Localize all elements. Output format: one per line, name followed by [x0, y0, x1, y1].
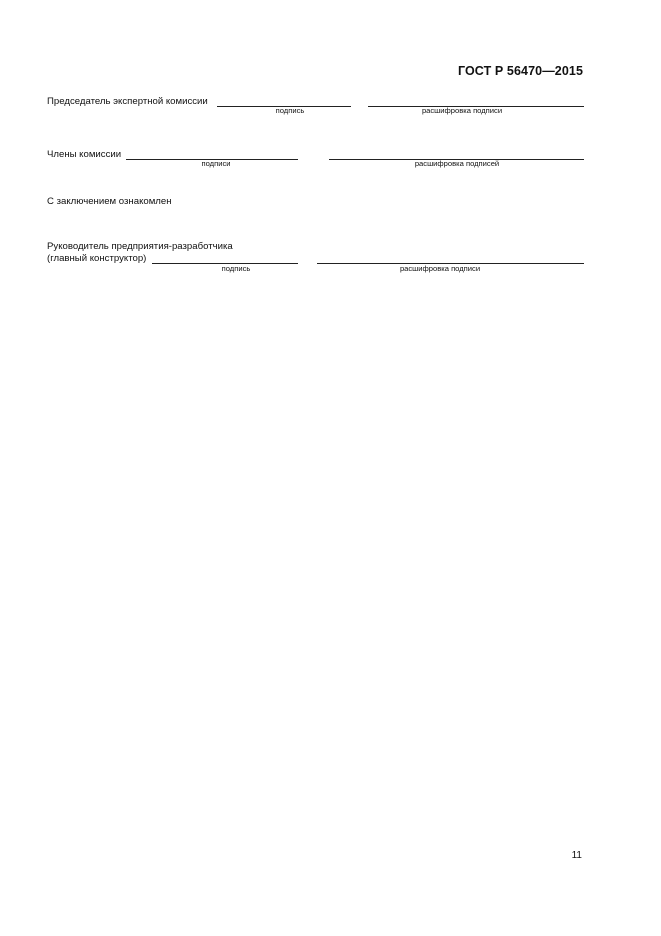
- members-label: Члены комиссии: [47, 149, 122, 160]
- page-number: 11: [571, 850, 582, 861]
- head-decoding-caption: расшифровка подписи: [399, 264, 481, 273]
- members-signature-caption: подписи: [201, 159, 231, 168]
- head-label-line2: (главный конструктор): [47, 253, 147, 264]
- standard-designation: ГОСТ Р 56470—2015: [457, 64, 583, 78]
- chairman-signature-caption: подпись: [275, 106, 305, 115]
- chairman-decoding-caption: расшифровка подписи: [421, 106, 503, 115]
- head-signature-caption: подпись: [221, 264, 251, 273]
- head-label-line1: Руководитель предприятия-разработчика: [47, 241, 233, 252]
- acknowledged-label: С заключением ознакомлен: [47, 196, 172, 207]
- members-decoding-caption: расшифровка подписей: [414, 159, 500, 168]
- chairman-label: Председатель экспертной комиссии: [47, 96, 208, 107]
